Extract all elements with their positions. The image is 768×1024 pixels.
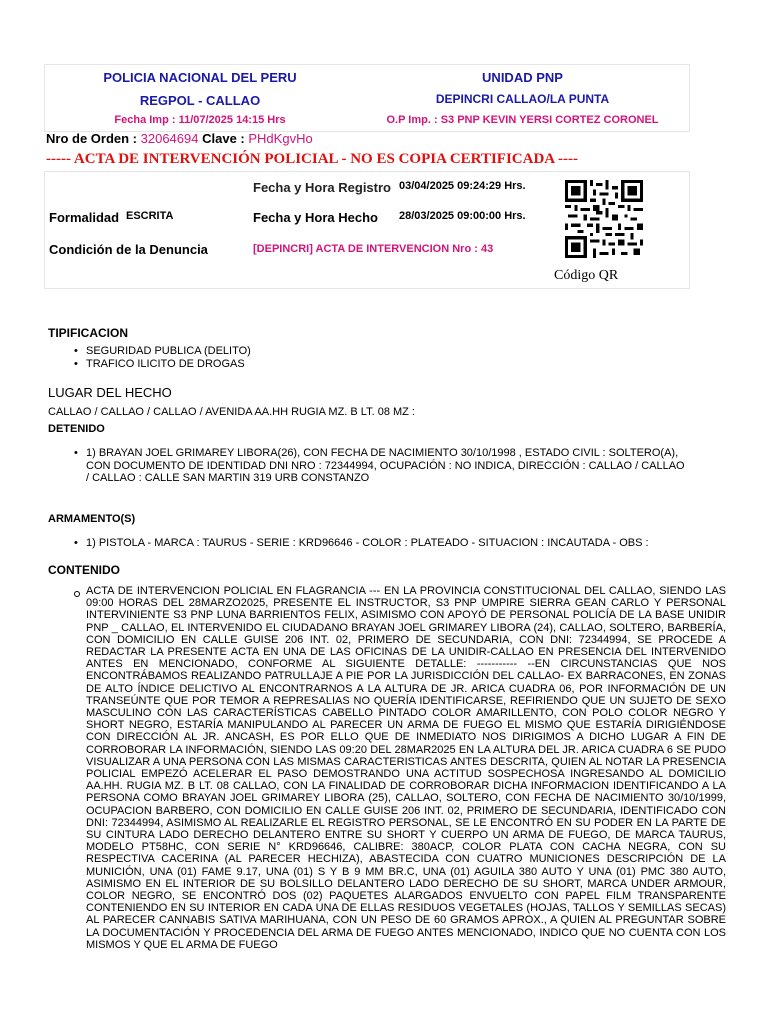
fecha-registro-value: 03/04/2025 09:24:29 Hrs.	[399, 180, 526, 192]
contenido-title: CONTENIDO	[48, 563, 120, 577]
clave-value: PHdKgvHo	[248, 131, 313, 146]
header-fecha-imp: Fecha Imp : 11/07/2025 14:15 Hrs	[114, 114, 286, 126]
detenido-list	[48, 447, 688, 485]
orden-line	[46, 131, 313, 146]
header-left-subtitle: REGPOL - CALLAO	[139, 93, 261, 108]
header-op-imp: O.P Imp. : S3 PNP KEVIN YERSI CORTEZ CORONEL	[386, 114, 659, 126]
list-item: • 1) BRAYAN JOEL GRIMAREY LIBORA(26), CON FECHA DE NACIMIENTO 30/10/1998 , ESTADO CIVIL : SOLTERO(A), CON DOCUMENTO DE IDENTIDAD DNI NRO : 72344994, OCUPACIÓN : NO INDICA, DIRECCIÓN : CALLAO / CALLAO / CALLAO : CALLE SAN MARTIN 319 URB CONSTANZO	[48, 447, 688, 485]
detenido-title: DETENIDO	[48, 423, 105, 435]
circle-bullet-icon	[74, 591, 80, 597]
orden-value: 32064694	[140, 131, 199, 146]
lugar-title: LUGAR DEL HECHO	[48, 385, 172, 400]
fecha-hecho-label: Fecha y Hora Hecho	[253, 210, 378, 225]
tipificacion-title: TIPIFICACION	[48, 326, 128, 340]
armamento-list	[48, 537, 649, 550]
list-item: • SEGURIDAD PUBLICA (DELITO)	[48, 345, 251, 358]
header-box	[44, 64, 690, 132]
armamento-title: ARMAMENTO(S)	[48, 513, 136, 525]
list-item: • 1) PISTOLA - MARCA : TAURUS - SERIE : KRD96646 - COLOR : PLATEADO - SITUACION : INCAUTADA - OBS :	[48, 537, 649, 550]
header-right-subtitle: DEPINCRI CALLAO/LA PUNTA	[435, 92, 610, 106]
header-left-title: POLICIA NACIONAL DEL PERU	[103, 70, 297, 85]
qr-code-image	[564, 180, 644, 258]
acta-banner: ----- ACTA DE INTERVENCIÓN POLICIAL - NO ES COPIA CERTIFICADA ----	[46, 151, 579, 167]
formalidad-value: ESCRITA	[126, 210, 174, 222]
orden-label: Nro de Orden :	[46, 131, 138, 146]
list-item: • TRAFICO ILICITO DE DROGAS	[48, 358, 251, 371]
condicion-value: [DEPINCRI] ACTA DE INTERVENCION Nro : 43	[253, 243, 494, 255]
info-box	[44, 171, 690, 289]
contenido-text: ACTA DE INTERVENCION POLICIAL EN FLAGRANCIA --- EN LA PROVINCIA CONSTITUCIONAL DEL CALLAO, SIENDO LAS 09:00 HORAS DEL 28MARZO2025, PRESENTE EL INSTRUCTOR, S3 PNP UMPIRE SIERRA GEAN CARLO Y PERSONAL INTERVINIENTE S3 PNP LUNA BARRIENTOS FELIX, ASIMISMO CON APOYÓ DE PERSONAL POLICÍA DE LA BASE UNIDIR PNP _ CALLAO, EL INTERVENIDO EL CIUDADANO BRAYAN JOEL GRIMAREY LIBORA (24), CALLAO, SOLTERO, BARBERÍA, CON DOMICILIO EN CALLE GUISE 206 INT. 02, PRIMERO DE SECUNDARIA, CON DNI: 72344994, SE PROCEDE A REDACTAR LA PRESENTE ACTA EN UNA DE LAS OFICINAS DE LA UNIDIR-CALLAO EN PRESENCIA DEL INTERVENIDO ANTES EN MENCIONADO, CONFORME AL SIGUIENTE DETALLE: ----------- --EN CIRCUNSTANCIAS QUE NOS ENCONTRÁBAMOS REALIZANDO PATRULLAJE A PIE POR LA JURISDICCIÓN DEL CALLAO- EX BARRACONES, EN ZONAS DE ALTO ÍNDICE DELICTIVO AL ENCONTRARNOS A LA ALTURA DE JR. ARICA CUADRA 06, POR INFORMACIÓN DE UN TRANSEÚNTE QUE POR TEMOR A REPRESALIAS NO QUERÍA IDENTIFICARSE, REFIRIENDO QUE UN SUJETO DE SEXO MASCULINO CON LAS CARACTERÍSTICAS CABELLO PINTADO COLOR AMARILLENTO, CON POLO COLOR NEGRO Y SHORT NEGRO, ESTARÍA MANIPULANDO AL PARECER UN ARMA DE FUEGO EL MISMO QUE ESTARÍA DIRIGIÉNDOSE CON DIRECCIÓN AL JR. ANCASH, ES POR ELLO QUE DE INMEDIATO NOS DIRIGIMOS A DICHO LUGAR A FIN DE CORROBORAR LA INFORMACIÓN, SIENDO LAS 09:20 DEL 28MAR2025 EN LA ALTURA DEL JR. ARICA CUADRA 6 SE PUDO VISUALIZAR A UNA PERSONA CON LAS MISMAS CARACTERISTICAS ANTES DESCRITA, QUIEN AL NOTAR LA PRESENCIA POLICIAL EMPEZÓ ACELERAR EL PASO DEMOSTRANDO UNA ACTITUD SOSPECHOSA INGRESANDO AL DOMICILIO AA.HH. RUGIA MZ. B LT. 08 CALLAO, CON LA FINALIDAD DE CORROBORAR DICHA INFORMACION IDENTIFICANDO A LA PERSONA COMO BRAYAN JOEL GRIMAREY LIBORA (25), CALLAO, SOLTERO, CON FECHA DE NACIMIENTO 30/10/1999, OCUPACION BARBERO, CON DOMICILIO EN CALLE GUISE 206 INT. 02, PRIMERO DE SECUNDARIA, IDENTIFICADO CON DNI: 72344994, ASIMISMO AL REALIZARLE EL REGISTRO PERSONAL, SE LE ENCONTRÓ EN SU PODER EN LA PARTE DE SU CINTURA LADO DERECHO DELANTERO ENTRE SU SHORT Y CUERPO UN ARMA DE FUEGO, DE MARCA TAURUS, MODELO PT58HC, CON SERIE N° KRD96646, CALIBRE: 380ACP, COLOR PLATA CON CACHA NEGRA, CON SU RESPECTIVA CACERINA (AL PARECER HECHIZA), ABASTECIDA CON CUATRO MUNICIONES DESCRIPCIÓN DE LA MUNICIÓN, UNA (01) FAME 9.17, UNA (01) S Y B 9 MM BR.C, UNA (01) AGUILA 380 AUTO Y UNA (01) PMC 380 AUTO, ASIMISMO EN EL INTERIOR DE SU BOLSILLO DELANTERO LADO DERECHO DE SU SHORT, MARCA UNDER ARMOUR, COLOR NEGRO, SE ENCONTRÓ DOS (02) PAQUETES ALARGADOS ENVUELTO CON PAPEL FILM TRANSPARENTE CONTENIENDO EN SU INTERIOR EN CADA UNA DE ELLAS RESIDUOS VEGETALES (HOJAS, TALLOS Y SEMILLAS SECAS) AL PARECER CANNABIS SATIVA MARIHUANA, CON UN PESO DE 60 GRAMOS APROX., A QUIEN AL PREGUNTAR SOBRE LA DOCUMENTACIÓN Y PROCEDENCIA DEL ARMA DE FUEGO ANTES MENCIONADO, INDICO QUE NO CUENTA CON LOS MISMOS Y QUE EL ARMA DE FUEGO	[86, 585, 726, 951]
fecha-hecho-value: 28/03/2025 09:00:00 Hrs.	[399, 210, 526, 222]
header-right-title: UNIDAD PNP	[482, 70, 563, 85]
formalidad-label: Formalidad	[49, 210, 120, 225]
tipificacion-list	[48, 345, 251, 370]
condicion-label: Condición de la Denuncia	[49, 242, 208, 257]
qr-label: Código QR	[554, 268, 619, 283]
fecha-registro-label: Fecha y Hora Registro	[253, 180, 391, 195]
lugar-value: CALLAO / CALLAO / CALLAO / AVENIDA AA.HH RUGIA MZ. B LT. 08 MZ :	[48, 406, 415, 418]
clave-label: Clave :	[202, 131, 245, 146]
